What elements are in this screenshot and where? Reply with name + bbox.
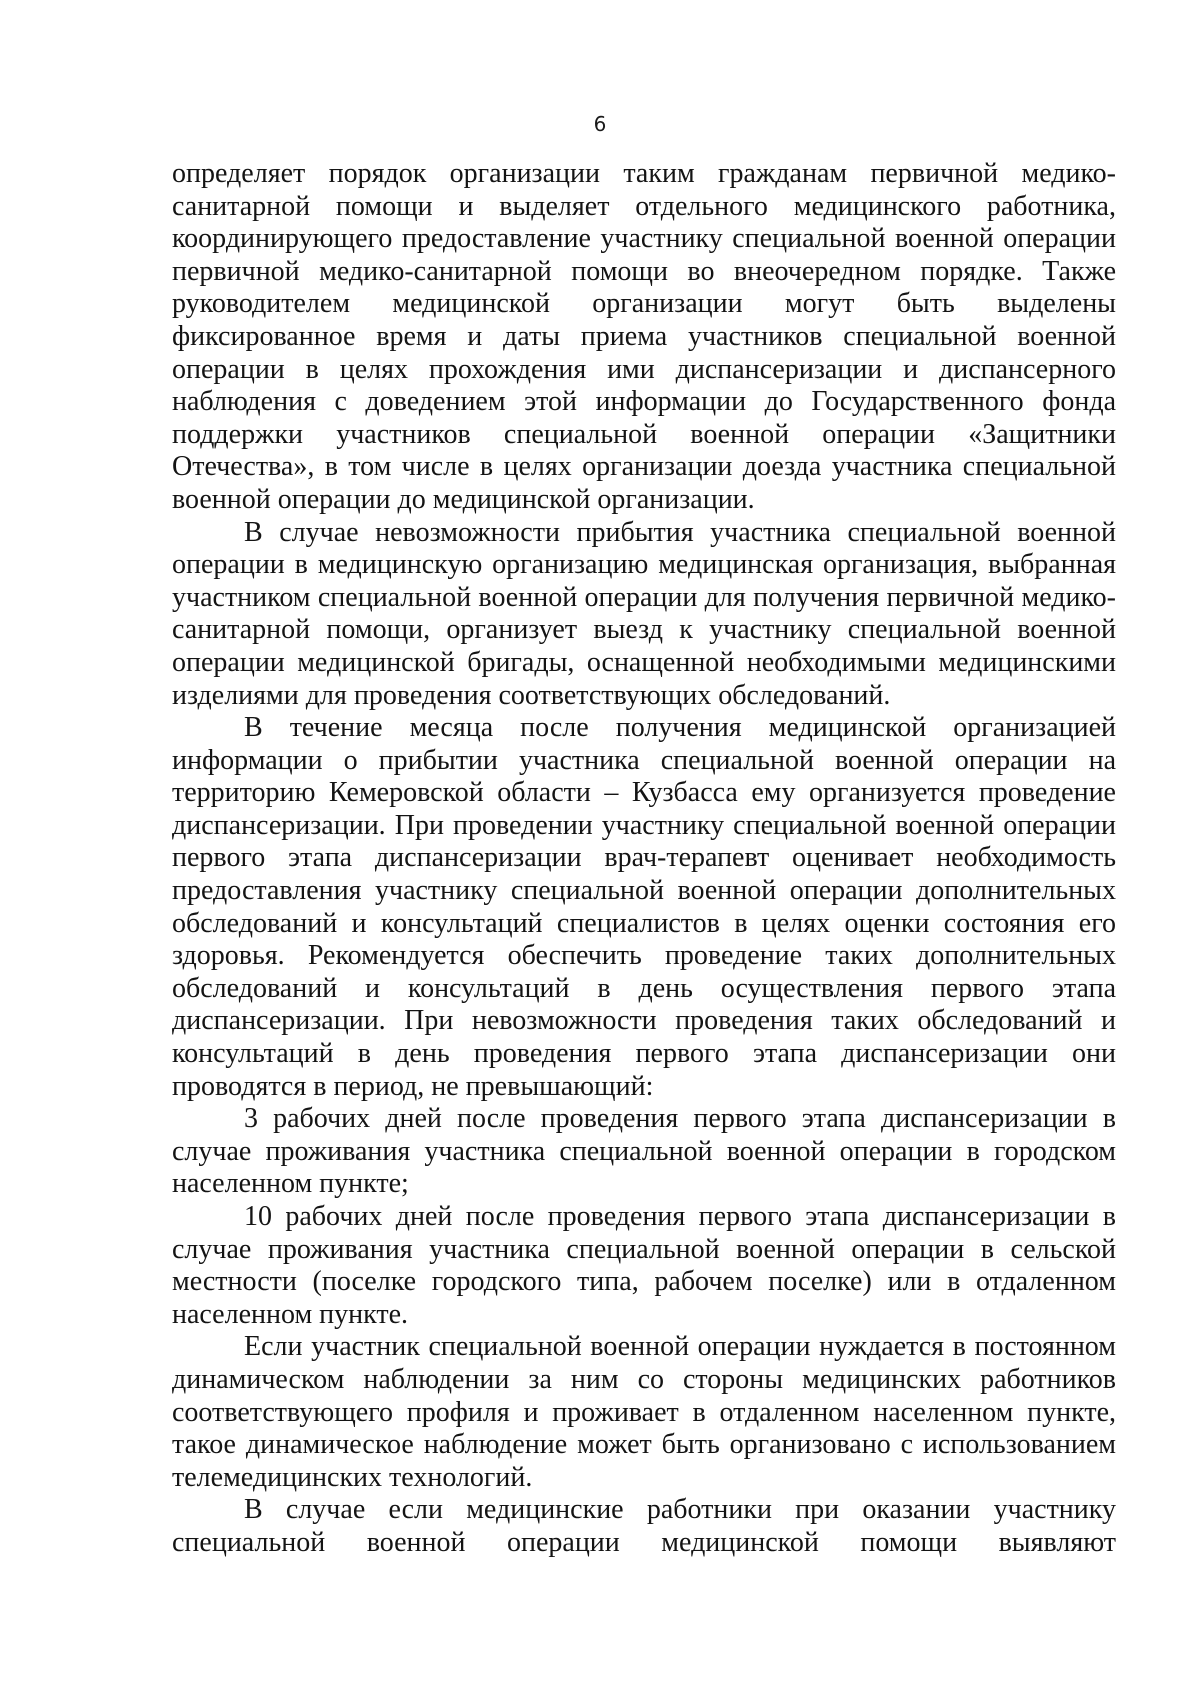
paragraph-5: 10 рабочих дней после проведения первого этапа диспансеризации в случае проживания участника специальной военной операции в сельской местности (поселке городского типа, рабочем поселке) или в отдаленном населенном пункте. [172, 1201, 1116, 1330]
paragraph-4: 3 рабочих дней после проведения первого этапа диспансеризации в случае проживания участника специальной военной операции в городском населенном пункте; [172, 1103, 1116, 1200]
paragraph-7: В случае если медицинские работники при оказании участнику специальной военной операции медицинской помощи выявляют [172, 1494, 1116, 1558]
paragraph-2: В случае невозможности прибытия участника специальной военной операции в медицинскую организацию медицинская организация, выбранная участником специальной военной операции для получения первичной медико-санитарной помощи, организует выезд к участнику специальной военной операции медицинской бригады, оснащенной необходимыми медицинскими изделиями для проведения соответствующих обследований. [172, 516, 1116, 711]
paragraph-6: Если участник специальной военной операции нуждается в постоянном динамическом наблюдении за ним со стороны медицинских работников соответствующего профиля и проживает в отдаленном населенном пункте, такое динамическое наблюдение может быть организовано с использованием телемедицинских технологий. [172, 1331, 1116, 1493]
paragraph-1: определяет порядок организации таким гражданам первичной медико-санитарной помощи и выделяет отдельного медицинского работника, координирующего предоставление участнику специальной военной операции первичной медико-санитарной помощи во внеочередном порядке. Также руководителем медицинской организации могут быть выделены фиксированное время и даты приема участников специальной военной операции в целях прохождения ими диспансеризации и диспансерного наблюдения с доведением этой информации до Государственного фонда поддержки участников специальной военной операции «Защитники Отечества», в том числе в целях организации доезда участника специальной военной операции до медицинской организации. [172, 158, 1116, 515]
page-number: 6 [593, 112, 607, 136]
document-body [172, 158, 1116, 1560]
paragraph-3: В течение месяца после получения медицинской организацией информации о прибытии участника специальной военной операции на территорию Кемеровской области – Кузбасса ему организуется проведение диспансеризации. При проведении участнику специальной военной операции первого этапа диспансеризации врач-терапевт оценивает необходимость предоставления участнику специальной военной операции дополнительных обследований и консультаций специалистов в целях оценки состояния его здоровья. Рекомендуется обеспечить проведение таких дополнительных обследований и консультаций в день осуществления первого этапа диспансеризации. При невозможности проведения таких обследований и консультаций в день проведения первого этапа диспансеризации они проводятся в период, не превышающий: [172, 712, 1116, 1102]
